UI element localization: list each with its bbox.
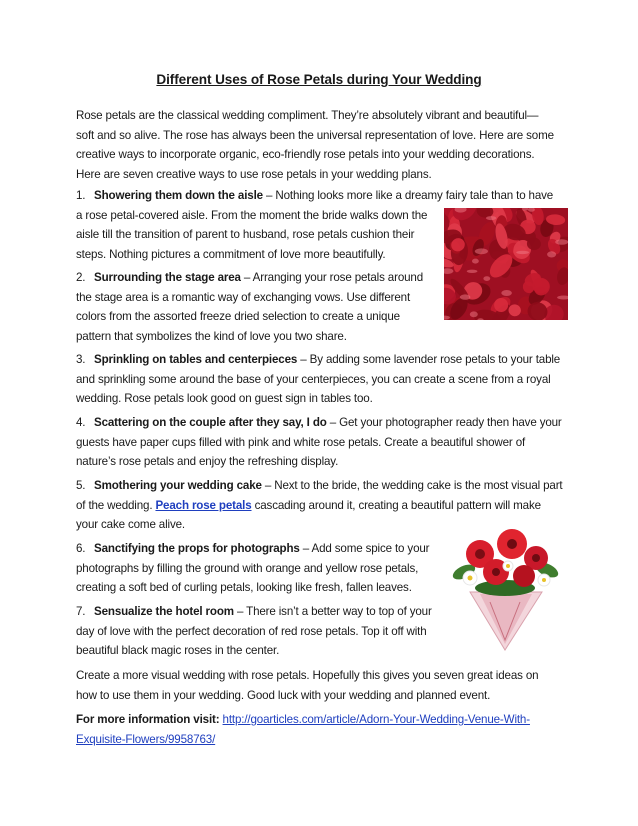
source-url-link-cont[interactable]: Exquisite-Flowers/9958763/ bbox=[76, 732, 216, 746]
intro-line: Rose petals are the classical wedding compliment. They’re absolutely vibrant and beautiful— bbox=[76, 109, 539, 122]
item-heading: Smothering your wedding cake bbox=[94, 479, 262, 492]
item-text: your cake come alive. bbox=[76, 518, 185, 532]
item-heading: Showering them down the aisle bbox=[94, 189, 263, 202]
flower-bouquet-image bbox=[450, 522, 560, 652]
closing-line: Create a more visual wedding with rose petals. Hopefully this gives you seven great ideas on bbox=[76, 669, 539, 682]
item-text: – Add some spice to your bbox=[299, 542, 430, 555]
intro-line: creative ways to incorporate organic, eco-friendly rose petals into your wedding decorations. bbox=[76, 148, 535, 162]
item-text: – There isn’t a better way to top of your bbox=[233, 605, 432, 618]
item-text: cascading around it, creating a beautiful pattern will make bbox=[251, 498, 541, 512]
item-text: beautiful black magic roses in the center. bbox=[76, 644, 280, 658]
peach-rose-petals-link[interactable]: Peach rose petals bbox=[155, 498, 252, 512]
more-info-label: For more information visit: bbox=[76, 713, 220, 726]
list-item-7 bbox=[76, 602, 432, 661]
item-text: colors from the assorted freeze dried selection to create a unique bbox=[76, 310, 400, 324]
item-text: the stage area is a romantic way of exchanging vows. Use different bbox=[76, 290, 411, 304]
more-info bbox=[76, 710, 530, 749]
list-item-3 bbox=[76, 350, 560, 409]
rose-petals-image bbox=[444, 208, 568, 320]
list-item-2 bbox=[76, 268, 423, 346]
intro-line: Here are seven creative ways to use rose petals in your wedding plans. bbox=[76, 167, 432, 181]
item-text: – Arranging your rose petals around bbox=[240, 271, 424, 284]
list-item-4 bbox=[76, 413, 562, 472]
list-item-6 bbox=[76, 539, 429, 598]
item-text: – Get your photographer ready then have your bbox=[326, 416, 562, 429]
closing-line: how to use them in your wedding. Good luck with your wedding and planned event. bbox=[76, 688, 491, 702]
item-number: 2. bbox=[76, 271, 86, 284]
item-text: pattern that symbolizes the kind of love you two share. bbox=[76, 329, 347, 343]
item-heading: Sanctifying the props for photographs bbox=[94, 542, 300, 555]
item-text: a rose petal-covered aisle. From the moment the bride walks down the bbox=[76, 208, 428, 222]
item-text: guests have paper cups filled with pink and white rose petals. Create a beautiful shower of bbox=[76, 435, 526, 449]
item-text: – Nothing looks more like a dreamy fairy tale than to have bbox=[262, 189, 554, 202]
item-number: 1. bbox=[76, 189, 86, 202]
item-number: 3. bbox=[76, 353, 86, 366]
item-heading: Surrounding the stage area bbox=[94, 271, 241, 284]
item-text: photographs by filling the ground with orange and yellow rose petals, bbox=[76, 561, 419, 575]
item-text: aisle till the transition of parent to husband, rose petals cushion their bbox=[76, 228, 415, 242]
item-text: steps. Nothing pictures a commitment of love more beautifully. bbox=[76, 247, 386, 261]
item-number: 7. bbox=[76, 605, 86, 618]
item-number: 4. bbox=[76, 416, 86, 429]
item-text: – Next to the bride, the wedding cake is the most visual part bbox=[261, 479, 563, 492]
item-text: and sprinkling some around the base of your centerpieces, you can create a scene from a royal bbox=[76, 372, 551, 386]
item-text: of the wedding. bbox=[76, 498, 156, 512]
page-title: Different Uses of Rose Petals during Your Wedding bbox=[156, 72, 482, 87]
item-heading: Scattering on the couple after they say, I do bbox=[94, 416, 327, 429]
source-url-link[interactable]: http://goarticles.com/article/Adorn-Your-Wedding-Venue-With- bbox=[222, 713, 530, 726]
item-heading: Sprinkling on tables and centerpieces bbox=[94, 353, 298, 366]
closing-paragraph bbox=[76, 666, 538, 705]
item-text: day of love with the perfect decoration of red rose petals. Top it off with bbox=[76, 624, 427, 638]
intro-paragraph bbox=[76, 106, 554, 184]
intro-line: soft and so alive. The rose has always been the universal representation of love. Here are some bbox=[76, 128, 554, 142]
item-number: 6. bbox=[76, 542, 86, 555]
item-text: wedding. Rose petals look good on guest sign in tables too. bbox=[76, 392, 373, 406]
item-text: – By adding some lavender rose petals to your table bbox=[297, 353, 561, 366]
item-heading: Sensualize the hotel room bbox=[94, 605, 234, 618]
item-text: creating a soft bed of curling petals, looking like fresh, fallen leaves. bbox=[76, 581, 412, 595]
item-number: 5. bbox=[76, 479, 86, 492]
item-text: nature’s rose petals and enjoy the refreshing display. bbox=[76, 455, 339, 469]
